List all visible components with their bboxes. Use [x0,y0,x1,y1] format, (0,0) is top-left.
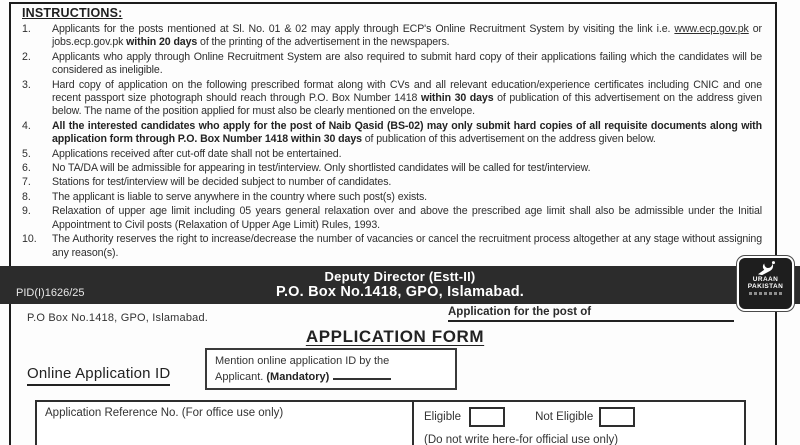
po-box-address: P.O Box No.1418, GPO, Islamabad. [27,312,209,324]
online-id-blank-line [333,369,391,380]
eligible-label: Eligible [424,411,462,423]
eligibility-row [424,407,734,427]
online-application-id-label: Online Application ID [27,365,170,386]
item-text-segment: Applicants for the posts mentioned at Sl. No. 01 & 02 may apply through ECP's Online Recruitment System by visiting the link i.e. [52,23,675,35]
item-number: 1. [22,23,31,35]
item-text [52,120,762,147]
not-eligible-checkbox [599,407,635,427]
post-applied-for-label: Application for the post of [448,306,592,318]
item-text-segment: Stations for test/interview will be decided subject to number of candidates. [52,176,392,189]
naib-qasid-emphasis: All the interested candidates who apply for the post of Naib Qasid (BS-02) may only submit hard copies of all requisite documents along with application form through P.O. Box Number 1418 within 30 days [52,119,762,146]
item-text-segment: of publication of this advertisement on the address given below. The name of the position applied for must also be clearly mentioned on the envelope. [52,92,763,118]
id-note-line2 [215,369,447,385]
logo-text-line2: PAKISTAN [747,283,784,290]
instructions-title: INSTRUCTIONS: [22,6,123,20]
item-text [52,205,762,232]
mandatory-label: (Mandatory) [266,370,330,383]
item-text-segment: of publication of this advertisement on the address given below. [364,133,656,146]
item-number: 7. [22,176,31,189]
logo-text-line1: URAAN [752,276,779,283]
item-text [52,79,762,119]
address-banner [0,266,800,304]
banner-address: P.O. Box No.1418, GPO, Islamabad. [275,284,525,300]
item-text-segment: of the printing of the advertisement in the newspapers. [197,36,450,49]
instructions-section [13,5,771,261]
item-text-segment: Relaxation of upper age limit including 05 years general relaxation over and above the prescribed age limit shall also be admissible under the Initial Appointment to Civil posts (Relaxation of Upper Age Limit) Rules, 1993. [52,205,762,231]
item-text-segment: or jobs.ecp.gov.pk [52,23,762,49]
item-text [52,233,762,260]
instruction-item-6 [22,162,762,175]
logo-urdu-tagline [749,292,783,295]
application-reference-label: Application Reference No. (For office use only) [45,407,284,419]
instruction-item-8 [22,191,762,204]
item-text-segment: The Authority reserves the right to increase/decrease the number of vacancies or cancel the recruitment process altogether at any stage without assigning any reason(s). [52,233,762,259]
item-number: 6. [22,162,31,175]
item-text-segment: Hard copy of application on the following prescribed format along with CVs and all relevant education/experience certificates including CNIC and one recent passport size photograph should reach through P.O. Box Number 1418 [52,78,762,105]
item-number: 4. [22,119,31,132]
item-text [52,51,762,78]
banner-title: Deputy Director (Estt-II) [324,269,476,284]
ecp-link-text: www.ecp.gov.pk [674,23,749,35]
instruction-item-5 [22,148,762,161]
uraan-pakistan-logo [737,256,794,311]
uraan-bird-icon [755,260,777,276]
item-text-segment: The applicant is liable to serve anywhere in the country where such post(s) exists. [52,190,428,203]
item-number: 10. [22,233,37,246]
item-number: 3. [22,78,31,91]
item-text [52,148,762,161]
instruction-item-4 [22,120,762,147]
pid-number: PID(I)1626/25 [16,287,85,299]
application-reference-cell [37,402,414,445]
item-text [52,162,762,175]
instruction-item-3 [22,79,762,119]
id-note-line1: Mention online application ID by the [215,355,390,367]
item-text-segment: Applicants who apply through Online Recruitment System are also required to submit hard copy of their applications failing which the candidates will be considered as ineligible. [52,50,762,77]
office-use-table [35,400,746,445]
item-number: 9. [22,205,31,218]
item-text-segment: No TA/DA will be admissible for appearing in test/interview. Only shortlisted candidates will be called for test/interview. [52,162,591,175]
id-note-applicant: Applicant. [215,370,267,383]
item-number: 2. [22,50,31,63]
application-form-title: APPLICATION FORM [305,327,485,346]
instruction-item-2 [22,51,762,78]
instruction-item-10 [22,233,762,260]
instruction-item-7 [22,176,762,189]
item-number: 5. [22,147,31,160]
official-use-note: (Do not write here-for official use only) [424,434,619,445]
item-text [52,23,762,50]
instruction-item-1 [22,23,762,50]
item-text-segment: Applications received after cut-off date shall not be entertained. [52,147,342,160]
item-text [52,191,762,204]
deadline-emphasis: within 20 days [126,36,198,49]
item-text [52,176,762,189]
post-applied-for-field [448,306,734,322]
instruction-item-9 [22,205,762,232]
deadline-emphasis: within 30 days [420,92,494,105]
online-application-id-box [205,348,457,390]
eligibility-cell [414,402,744,445]
not-eligible-label: Not Eligible [535,411,594,423]
item-number: 8. [22,190,31,203]
eligible-checkbox [469,407,505,427]
